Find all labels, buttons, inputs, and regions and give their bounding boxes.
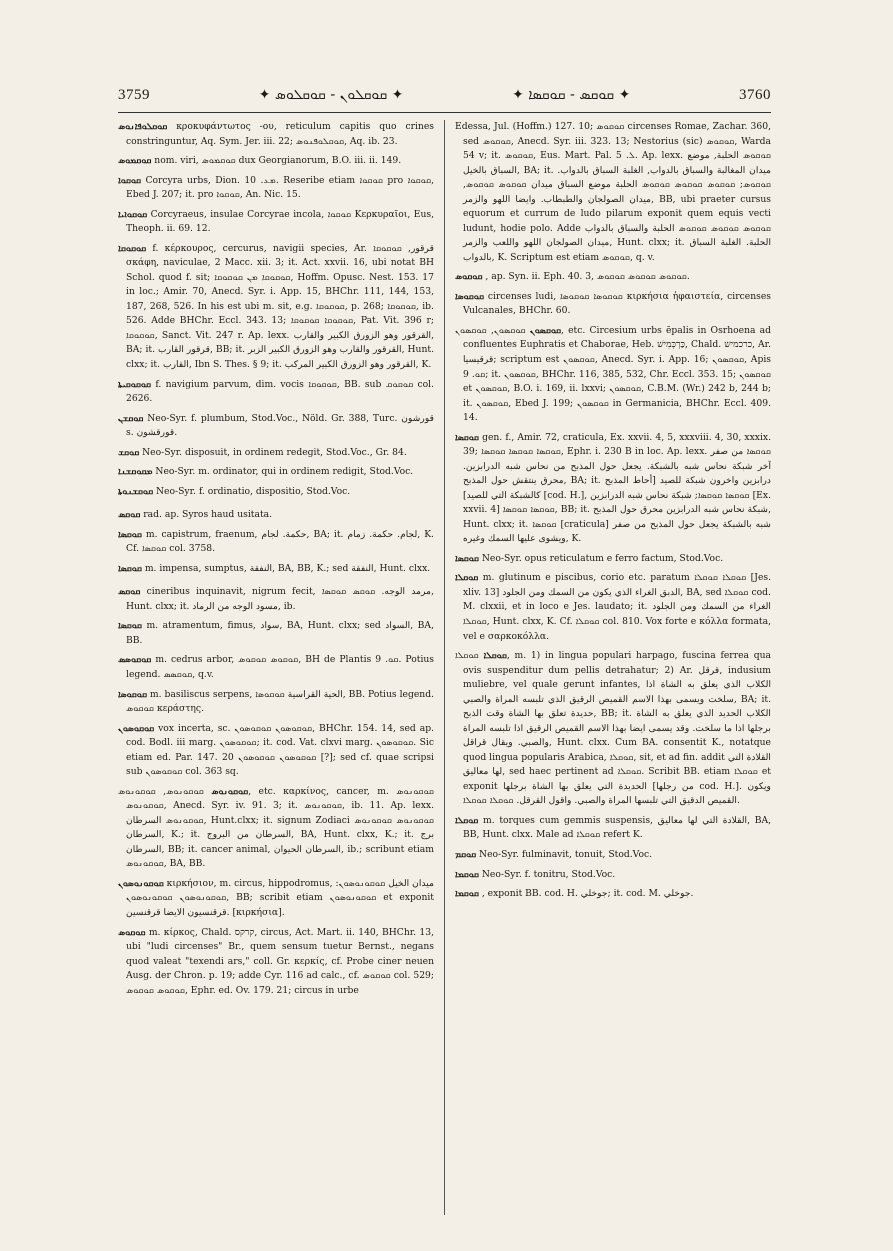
entry-headword: ܩܘܩܠܐ [455, 815, 479, 826]
entry-text: Neo-Syr. fulminavit, tonuit, Stod.Voc. [479, 848, 653, 860]
dictionary-entry [118, 508, 434, 523]
dictionary-entry [118, 485, 434, 500]
left-column [118, 120, 434, 1215]
entry-headword: ܩܘܩܫܢܘܬܐ [118, 486, 154, 497]
entry-text: f. navigium parvum, dim. vocis ܩܘܩܘܩܐ, BB. sub ܩܘܩܘܩ col. 2626. [126, 378, 434, 405]
entry-headword: ܩܘܩܘܢܘܣܘܢ [118, 878, 164, 889]
right-running-title: ✦ ܩܘܩܣ - ܩܘܩܣܐ ✦ [512, 87, 631, 103]
entry-headword: ܩܘܩܣܐ [118, 563, 142, 574]
dictionary-entry [118, 446, 434, 461]
running-header [118, 84, 771, 106]
entry-headword: ܩܘܩܣܐ [455, 553, 479, 564]
dictionary-entry [455, 887, 771, 902]
dictionary-entry [118, 412, 434, 441]
entry-headword: ܩܘܩܘܐܝܐ [118, 209, 148, 220]
dictionary-entry [455, 431, 771, 547]
dictionary-entry [455, 324, 771, 426]
dictionary-entry [118, 174, 434, 203]
entry-text: Neo-Syr. m. ordinator, qui in ordinem redigit, Stod.Voc. [155, 466, 414, 478]
dictionary-entry [455, 649, 771, 809]
entry-text: f. κέρκουρος, cercurus, navigii species, Ar. قرقور, ܩܘܩܘܩܐ σκάφη, naviculae, 2 Macc. xii. 3; it. Act. xxvii. 16, ubi notat BH Schol. quod f. sit; ܩܘܩܘܩܐ ܡܢ ܩܘܩܘܩܐ, Hoffm. Opusc. Nest. 153. 17 in loc.; Amir. 70, Anecd. Syr. i. App. 15, BHChr. 111, 144, 153, 187, 268, 526. In his est ubi m. sit, e.g. ܩܘܩܘܩܐ, p. 268; ܩܘܩܘܩܐ, ib. 526. Adde BHChr. Eccl. 343. 13; ܩܘܩܘܩܐ ܩܘܩܘܩܐ, Pat. Vit. 396 r; ܩܘܩܘܩܐ, Sanct. Vit. 247 r. Ap. lexx. القرقور وهو الزورق الكبير والقارب, BA; it. قرقور القارب, BB; it. القرقور والقارب وهو الزورق الكبير الزبر, Hunt. clxx; it. القارب, Ibn S. Thes. § 9; it. القرقور وهو الزورق الكبير المركب, K. [126, 242, 434, 370]
dictionary-entry [118, 208, 434, 237]
entry-text: nom. viri, ܩܘܩܡܘܣ dux Georgianorum, B.O. iii. ii. 149. [154, 155, 402, 167]
dictionary-entry [118, 688, 434, 717]
entry-headword: ܩܘܩܘܣܣ [118, 655, 152, 666]
entry-text: Edessa, Jul. (Hoffm.) 127. 10; ܩܘܩܘܣ circenses Romae, Zachar. 360, sed ܩܘܩܘܣ, Anecd. Syr. iii. 323. 13; Nestorius (sic) ܩܘܩܘܣ, Warda 54 v; it. ܩܘܩܘܣ, Eus. Mart. Pal. ܠ. 5. Ap. lexx. ܩܘܩܘܣ الحلبة, موضع السباق بالخيل, BA; it. ميدان المغالبة والسباق بالدواب, الغلبة السباق بالدواب. ܩܘܩܘܣ; ܩܘܩܘܣ ܩܘܩܘܣ ܩܘܩܘܣ الحلبة موضع السباق ميدان ܩܘܩܘܣ ܩܘܩܘܣ, ميدان الصولجان والطبطاب. وايضا اللهو والزمر, BB, ubi praeter cursus equorum et currum de ludo pilarum exponit quem equis vecti ludunt, hodie polo. Adde ܩܘܩܘܣ ܩܘܩܘܣ ܩܘܩܘܣ الحلبة والسباق بالدواب ميدان الصولجان اللهو واللعب والزمر, Hunt. clxx; it. الحلبة. الغلبة السباق بالدواب, K. Scriptum est etiam ܩܘܩܘܣ, q. v. [455, 121, 771, 263]
entry-text: κροκυφάντωτος -ου, reticulum capitis quo crines constringuntur, Aq. Sym. Jer. iii. 22; ܩܘܩܠܘܦܢܘܣ, Aq. ib. 23. [126, 121, 434, 147]
entry-headword: ܩܘܩܣܐ [455, 432, 479, 443]
entry-text: m. capistrum, fraenum, حكمة. لجام, BA; it. لجام. حكمة. زمام, K. Cf. ܩܘܩܣܐ col. 3758. [126, 528, 434, 555]
entry-text: Corcyraeus, insulae Corcyrae incola, ܩܘܩܘܐ Κερκυραῖοι, Eus, Theoph. ii. 69. 12. [126, 208, 434, 235]
dictionary-entry [118, 154, 434, 169]
entry-text: m. cedrus arbor, ܩܘܩܘܣ ܩܘܩܘܣ, BH de Plantis ܩܘ. 9. Potius legend. ܩܘܩܣܣ, q.v. [126, 654, 434, 680]
entry-text: Neo-Syr. opus reticulatum e ferro factum, Stod.Voc. [481, 552, 724, 564]
entry-text: , exponit BB. cod. H. جوخلي; it. cod. M. جوخلي. [481, 888, 694, 900]
entry-headword: ܩܘܩܣ [118, 510, 141, 521]
entry-text: Corcyra urbs, Dion. ܡܥ. 10. Reseribe etiam ܩܘܩܘܐ pro ܩܘܩܘܐ, Ebed J. 207; it. pro ܩܘܩܘܐ, An. Nic. 15. [126, 174, 434, 201]
entry-headword: ܩܘܩܘܣ [455, 272, 483, 283]
entry-headword: ܩܘܩܣܘܢ [529, 325, 562, 336]
entry-text: ܩܘܩܣܘܢ, ܩܘܩܣܘܢ, etc. Circesium urbs ēpalis in Osrhoena ad confluentes Euphratis et Chaborae, Heb. כַּרְכְּמִישׁ, Chald. כרכמיש, Ar. قرقيسيا; scriptum est ܩܘܩܣܘܢ, Anecd. Syr. i. App. 16; ܩܘܩܣܘܢ, Apis ܩܘ. 9; it. ܩܘܩܣܘܢ, BHChr. 116, 385, 532, Chr. Eccl. 353. 15; ܩܘܩܣܘܢ et ܩܘܩܣܘܢ, B.O. i. 169, ii. lxxvi; ܩܘܩܣܘܢ, C.B.M. (Wr.) 242 b, 244 b; it. ܩܘܩܣܘܢ, Ebed J. 199; ܩܘܩܣܘܢ in Germanicia, BHChr. Eccl. 409. 14. [455, 324, 771, 424]
entry-text: gen. f., Amir. 72, craticula, Ex. xxvii. 4, 5, xxxviii. 4, 30, xxxix. 39; ܩܘܩܣܐ ܩܘܩܣܐ ܩܘܩܣܐ, Ephr. i. 230 B in loc. Ap. lexx. ܩܘܩܣܐ من صفر آخر شبكة نحاس شبه بالشبكة. يجعل حول المذبح من نحاس شبه الدرابزين. محرق ينتقش حول المذبح, BA; it. درابزين واخرون شبكة للصيد [أحاط المذبح كالشبكة التي للصيد] [cod. H.], ܩܘܩܣܐ ܩܘܩܣܐ; شبكة نحاس شبه الدرابزين [Ex. xxvii. 4] ܩܘܩܣܐ ܩܘܩܣܐ, BB; it. شبكة نحاس شبه الدرابزين محرق حول المذبح, Hunt. clxx; it. ܩܘܩܣܐ [craticula] شبه بالشبكة يجعل حول المذبح من صفر ويشوى عليها السمك وغيره, K. [463, 431, 771, 545]
left-page-number: 3759 [118, 86, 150, 103]
dictionary-entry [118, 528, 434, 557]
entry-headword: ܩܘܩܣܐ [118, 529, 142, 540]
entry-headword: ܩܘܩܘܣܘܢ [118, 723, 155, 734]
entry-text: m. impensa, sumptus, النفقة, BA, BB, K.; sed النفقة, Hunt. clxx. [144, 562, 431, 574]
entry-text: Neo-Syr. f. tonitru, Stod.Voc. [481, 868, 616, 880]
dictionary-entry [455, 571, 771, 644]
dictionary-entry [118, 242, 434, 373]
entry-text: m. basiliscus serpens, الحية القراسية ܩܘܩܘܣܐ, BB. Potius legend. ܩܘܩܘܣ κεράστης. [126, 688, 434, 715]
entry-headword: ܩܘܩܠܐ [483, 651, 507, 662]
entry-text: , ap. Syn. ii. Eph. 40. 3, ܩܘܩܘܣ ܩܘܩܘܣ ܩܘܩܘܣ. [485, 271, 690, 283]
entry-headword: ܩܘܩܣܐ [118, 621, 142, 632]
entry-text: cineribus inquinavit, nigrum fecit, مرمد الوجه. ܩܘܩܣ ܩܘܩܣܐ, Hunt. clxx; it. مسود الوجه من الرماد, ib. [126, 586, 434, 612]
entry-headword: ܩܘܩܘܩܝܬܐ [118, 379, 152, 390]
dictionary-entry [118, 465, 434, 480]
entry-headword: ܩܘܩܘܣܐ [455, 291, 484, 302]
right-column [444, 120, 771, 1215]
dictionary-entry [118, 653, 434, 682]
entry-text: ܩܘܩܘܢܘܣ, ܩܘܩܘܢܘܣ, etc. καρκίνος, cancer, m. ܩܘܩܘܢܘܣ ܩܘܩܘܢܘܣ, Anecd. Syr. iv. 91. 3; it. ܩܘܩܘܢܘܣ, ib. 11. Ap. lexx. ܩܘܩܘܢܘܣ السرطان, Hunt.clxx; it. signum Zodiaci ܩܘܩܘܢܘܣ ܩܘܩܘܢܘܣ السرطان, K.; it. السرطان من البروج, BA, Hunt. clxx, K.; it. برج السرطان, BB; it. cancer animal, السرطان الحيوان, ib.; scribunt etiam ܩܘܩܘܢܘܣ, BA, BB. [118, 785, 434, 870]
entry-headword: ܩܘܩܘܩܐ [118, 243, 147, 254]
header-rule [118, 112, 771, 113]
entry-headword: ܩܘܩܠܘܦܐܢܘܣ [118, 122, 168, 132]
dictionary-entry [118, 378, 434, 407]
entry-headword: ܩܘܩܫܢ [118, 413, 144, 424]
entry-headword: ܩܘܩܘܣ [118, 927, 146, 938]
entry-headword: ܡܩܘܩܫܢܐ [118, 467, 153, 478]
entry-text: vox incerta, sc. ܩܘܩܘܣܘܢ ܩܘܩܘܣܘܢ, BHChr. 154. 14, sed ap. cod. Bodl. iii marg. ܩܘܩܘܣܘܢ; it. cod. Vat. clxvi marg. ܩܘܩܘܣܘܢ. Sic etiam ed. Par. 147. 20 ܩܘܩܘܣܘܢ ܩܘܩܘܣܘܢ [?]; sed cf. quae scripsi sub ܩܘܩܘܣܘܢ col. 363 sq. [126, 722, 434, 778]
entry-headword: ܩܘܩܡܐ [455, 889, 479, 900]
entry-text: m. κίρκος, Chald. קרקס, circus, Act. Mart. ii. 140, BHChr. 13, ubi "ludi circenses" Br., quem sensum tuetur Bernst., negans quod valeat "texendi ars," coll. Gr. κερκίς, cf. Probe ciner neuen Ausg. der Chron. p. 19; adde Cyr. 116 ad calc., cf. ܩܘܩܘܣ col. 529; ܩܘܩܘܣ ܩܘܩܘܣ, Ephr. ed. Ov. 179. 21; circus in urbe [126, 926, 434, 996]
columns [118, 120, 771, 1215]
dictionary-entry [455, 848, 771, 863]
entry-text: m. atramentum, fimus, سواد, BA, Hunt. clxx; sed السواد, BA, BB. [126, 620, 434, 646]
entry-text: Neo-Syr. disposuit, in ordinem redegit, Stod.Voc., Gr. 84. [142, 446, 407, 458]
entry-headword: ܩܘܩܡܐ [455, 869, 479, 880]
entry-text: rad. ap. Syros haud usitata. [143, 509, 273, 521]
entry-text: κιρκήσιον, m. circus, hippodromus, ميدان الخيل ܩܘܩܘܢܘܣܘܢ: ܩܘܩܘܢܘܣܘܢ ܩܘܩܘܢܘܣܘܢ, BB; scribit etiam ܩܘܩܘܢܘܣܘܢ et exponit قرقنسيون الايضا قرقنسين. [κιρκήσια]. [126, 877, 434, 918]
dictionary-entry [118, 785, 434, 872]
dictionary-entry [455, 120, 771, 265]
entry-text: Neo-Syr. f. ordinatio, dispositio, Stod.Voc. [156, 485, 351, 497]
entry-text: ܩܘܩܠܐ, m. 1) in lingua populari harpago, fuscina ferrea qua ovis suspenditur dum pellis detrahatur; 2) Ar. قرقل, indusium muliebre, vel quale gerunt infantes, الكلاب الذي يعلق به الشاة اذا سلخت ويسمى بهذا الاسم القميص الرقيق الذي تلبسه المراة والصبي, BA; it. حديدة تعلق بها الشاة وقت الذبح, BB; it. الكلاب الحديد الذي يعلق به الشاة برجلها اذا ما سلخت. وقد يسمى ايضا بهذا الاسم القميص الرقيق اذا تلبسه المراة والصبي. ويقال قراقل, Hunt. clxx. Cum BA. consentit K., notatque quod lingua popularis Arabica, ܩܘܩܠܐ, sit, et ad fin. addit القلادة التي لها معاليق, sed haec pertinent ad ܩܘܩܠܐ. Scribit BB. etiam ܩܘܩܠܐ et exponit الحديدة التي يعلق بها الشاة برجلها [من رجلها cod. H.]. ويكون القميص الدقيق التي تلبسها المراة والصبي. واقول القرقل. ܩܘܩܠܐ ܩܘܩܠܐ. [455, 650, 771, 807]
dictionary-entry [118, 926, 434, 999]
dictionary-entry [118, 585, 434, 614]
dictionary-entry [455, 290, 771, 319]
entry-text: Neo-Syr. f. plumbum, Stod.Voc., Nöld. Gr. 388, Turc. قورشون s. قورقشون. [126, 412, 434, 439]
right-page-number: 3760 [738, 86, 771, 103]
dictionary-entry [455, 814, 771, 843]
dictionary-entry [455, 868, 771, 883]
dictionary-entry [118, 619, 434, 648]
entry-headword: ܩܘܩܠܐ [455, 573, 479, 584]
dictionary-entry [455, 552, 771, 567]
left-running-title: ✦ ܩܘܩܠܘܢ - ܩܘܩܠܘܣ ✦ [258, 87, 404, 103]
entry-text: circenses ludi, ܩܘܩܘܣܐ ܩܘܩܘܣܐ κιρκήσια ἡφαιστεία, circenses Vulcanales, BHChr. 60. [463, 290, 771, 317]
entry-text: m. torques cum gemmis suspensis, القلادة التي لها معاليق, BA, BB, Hunt. clxx. Male ad ܩܘܩܠܐ refert K. [463, 814, 771, 841]
dictionary-entry [118, 562, 434, 577]
entry-headword: ܩܘܩܘܣܐ [118, 689, 147, 700]
entry-headword: ܩܘܩܡܘܣ [118, 156, 152, 167]
entry-headword: ܩܘܩܘܢܘܣ [211, 786, 249, 797]
dictionary-entry [118, 120, 434, 149]
entry-text: m. glutinum e piscibus, corio etc. paratum ܩܘܩܠܐ ܩܘܩܠܐ [Jes. xliv. 13] الدبق الغراء الذي يكون من السمك ومن الجلود, BA, sed ܩܘܩܠܐ cod. M. clxxii, et in loco e Jes. laudato; it. الغراء من السمك ومن الجلود ܩܘܩܠܐ, Hunt. clxx, K. Cf. ܩܘܩܠܐ col. 810. Vox forte e κόλλα formata, vel e σαρκοκόλλα. [463, 572, 771, 642]
entry-headword: ܩܘܩܡ [455, 849, 477, 860]
dictionary-entry [118, 722, 434, 780]
dictionary-entry [118, 877, 434, 921]
dictionary-entry [455, 270, 771, 285]
entry-headword: ܩܘܩܣ [118, 587, 141, 598]
entry-headword: ܩܘܩܘܐ [118, 175, 142, 186]
entry-headword: ܩܘܩܫ [118, 447, 140, 458]
